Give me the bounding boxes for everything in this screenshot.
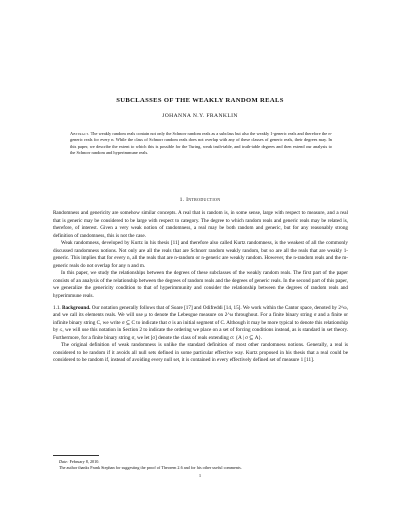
date-label: Date:	[59, 459, 69, 464]
intro-paragraph-3: In this paper, we study the relationships between the degrees of these subclasses of the weakly random reals. The first part of the paper consists of an analysis of the relationship between the degrees of random reals and the degrees of generic reals. In the second part of this paper, we generalize the genericity condition to that of hyperimmunity and consider the relationship between the degrees of random reals and hyperimmune reals.	[53, 270, 348, 300]
abstract-label: Abstract.	[70, 131, 90, 136]
subsection-title: Background.	[62, 304, 91, 311]
intro-paragraph-1: Randomness and genericity are somehow similar concepts. A real that is random is, in some sense, large with respect to measure, and a real that is generic may be considered to be large with respect to category. The degree to which random reals and generic reals may be related is, therefore, of interest. Given a very weak notion of randomness, a real may be both random and generic, but for any reasonably strong definition of randomness, this is not the case.	[53, 210, 348, 239]
subsection-paragraph-2: The original definition of weak randomness is unlike the standard definition of most other randomness notions. Generally, a real is considered to be random if it avoids all null sets defined in some particular effective way. Kurtz proposed in his thesis that a real could be considered to be random if, instead of avoiding every null set, it is contained in every effectively defined set of measure 1 [11].	[53, 342, 348, 364]
author-name: JOHANNA N.Y. FRANKLIN	[162, 113, 238, 119]
body-text	[53, 210, 348, 365]
subsection-number: 1.1.	[53, 304, 61, 311]
subsection-text-1: Our notation generally follows that of Soare [17] and Odifreddi [14, 15]. We work within the Cantor space, denoted by 2^ω, and we call its elements reals. We will use μ to denote the Lebesgue measure on 2^ω throughout. For a finite binary string σ and a finite or infinite binary string C, we write σ ⊆ C to indicate that σ is an initial segment of C. Although it may be more typical to denote this relationship by ≤, we will use this notation in Section 2 to indicate the ordering we place on a set of forcing conditions instead, as is standard in set theory. Furthermore, for a finite binary string σ, we let [σ] denote the class of reals extending σ: {A | σ ⊆ A}.	[53, 304, 348, 341]
section-heading: 1. Introduction	[179, 197, 221, 203]
date-value: February 8, 2010.	[69, 459, 100, 464]
abstract	[70, 131, 332, 156]
footnotes	[59, 459, 347, 471]
subsection-paragraph-1	[53, 305, 348, 343]
footnote-rule	[53, 455, 99, 456]
page-number: 1	[198, 473, 202, 478]
thanks-footnote: The author thanks Frank Stephan for suggesting the proof of Theorem 2.6 and for his other useful comments.	[59, 464, 242, 470]
paper-title: SUBCLASSES OF THE WEAKLY RANDOM REALS	[116, 97, 284, 104]
intro-paragraph-2: Weak randomness, developed by Kurtz in his thesis [11] and therefore also called Kurtz randomness, is the weakest of all the commonly discussed randomness notions. Not only are all the reals that are Schnorr random weakly random, but so are all the reals that are weakly 1-generic. This implies that for every n, all the reals that are n-random or n-generic are weakly random. However, the n-random reals and the m-generic reals do not overlap for any n and m.	[53, 240, 348, 269]
abstract-text: The weakly random reals contain not only the Schnorr random reals as a subclass but also the weakly 1-generic reals and therefore the n-generic reals for every n. While the class of Schnorr random reals does not overlap with any of these classes of generic reals, their degrees may. In this paper, we describe the extent to which this is possible for the Turing, weak truth-table, and truth-table degrees and then extend our analysis to the Schnorr random and hyperimmune reals.	[70, 131, 332, 155]
